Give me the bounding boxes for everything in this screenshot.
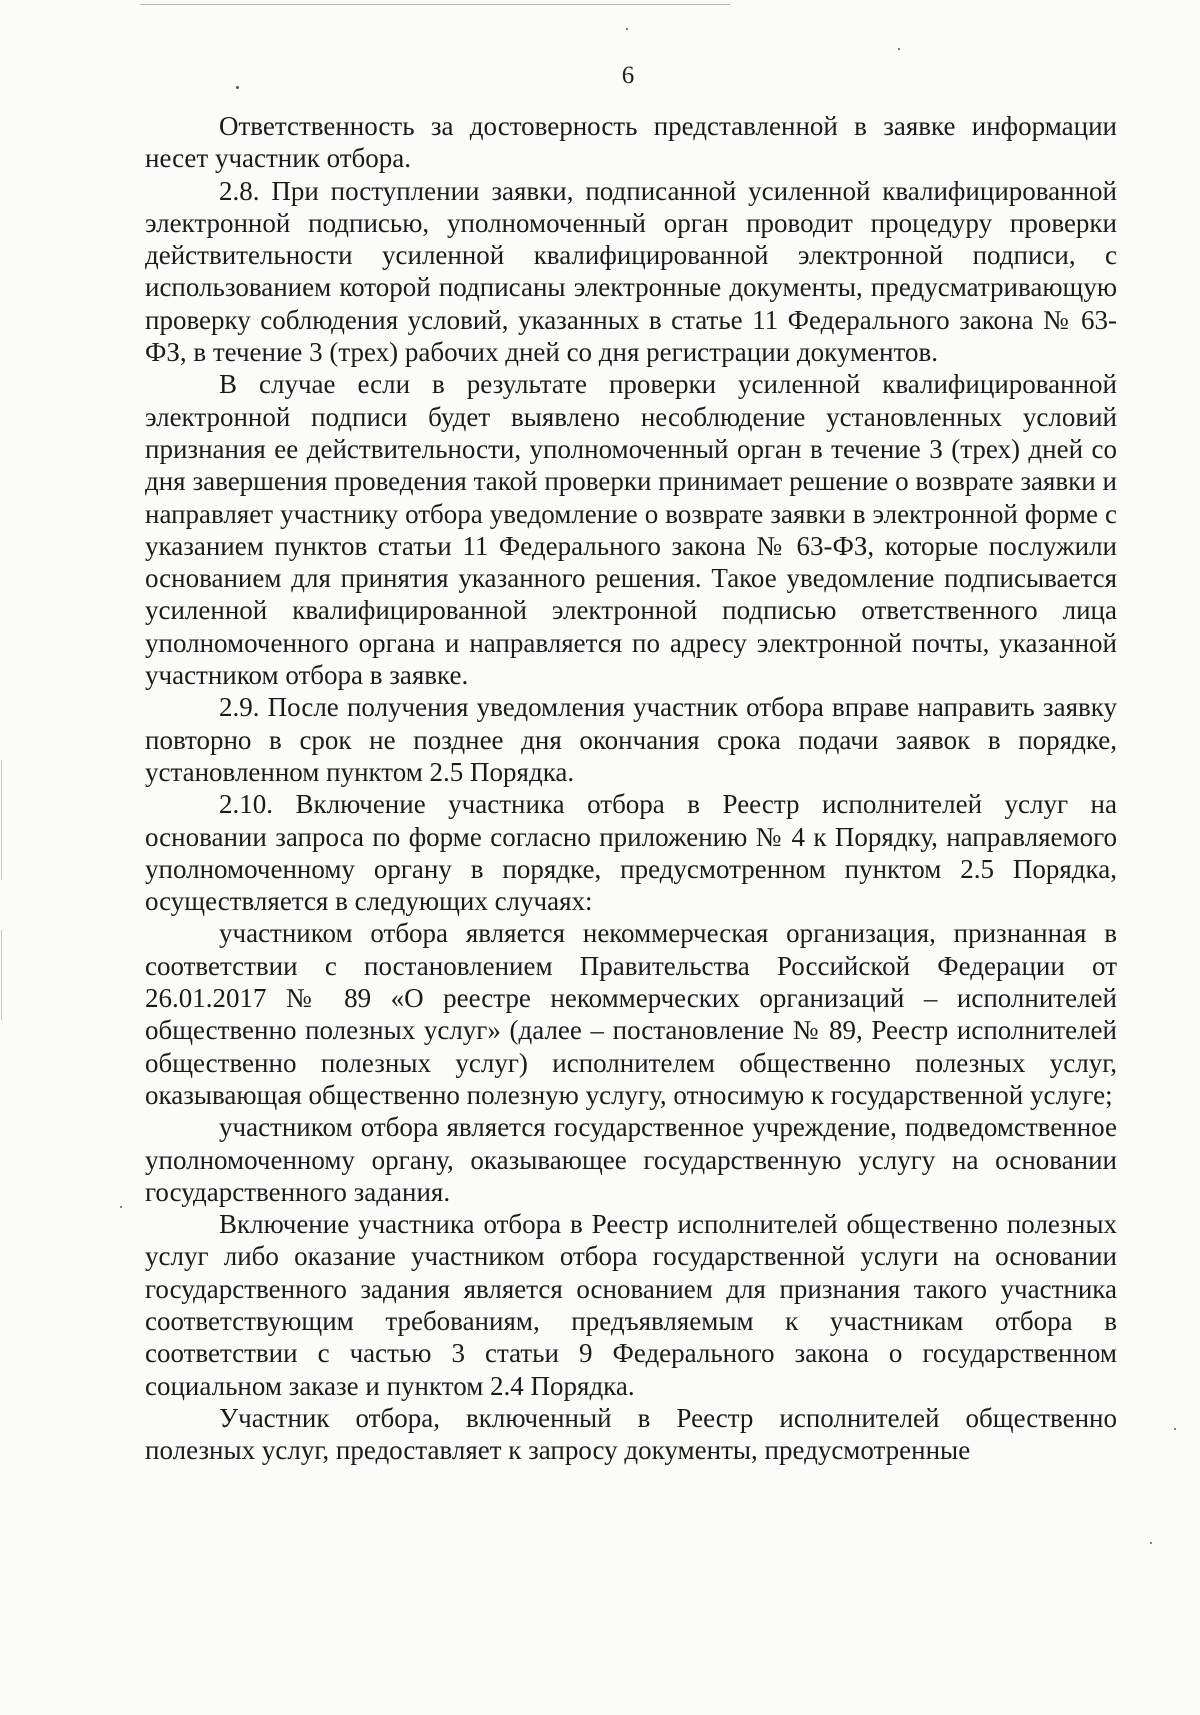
paragraph-case-nonprofit: участником отбора является некоммерческая организация, признанная в соответствии с постановлением Правительства Российской Федерации от 26.01.2017 № 89 «О реестре некоммерческих организаций – исполнителей общественно полезных услуг» (далее – постановление № 89, Реестр исполнителей общественно полезных услуг) исполнителем общественно полезных услуг, оказывающая общественно полезную услугу, относимую к государственной услуге; [145, 918, 1117, 1110]
paragraph-registry-inclusion: Включение участника отбора в Реестр исполнителей общественно полезных услуг либо оказание участником отбора государственной услуги на основании государственного задания является основанием для признания такого участника соответствующим требованиям, предъявляемым к участникам отбора в соответствии с частью 3 статьи 9 Федерального закона о государственном социальном заказе и пунктом 2.4 Порядка. [145, 1209, 1117, 1401]
page-number: 6 [621, 62, 635, 89]
scan-edge-mark [1, 930, 2, 1020]
paragraph-2-8: 2.8. При поступлении заявки, подписанной усиленной квалифицированной электронной подписью, уполномоченный орган проводит процедуру проверки действительности усиленной квалифицированной электронной подписи, с использованием которой подписаны электронные документы, предусматривающую проверку соблюдения условий, указанных в статье 11 Федерального закона № 63-ФЗ, в течение 3 (трех) рабочих дней со дня регистрации документов. [145, 175, 1117, 368]
paragraph-case-state-institution: участником отбора является государственное учреждение, подведомственное уполномоченному органу, оказывающее государственную услугу на основании государственного задания. [145, 1112, 1117, 1207]
paragraph-2-9: 2.9. После получения уведомления участник отбора вправе направить заявку повторно в срок не позднее дня окончания срока подачи заявок в порядке, установленном пунктом 2.5 Порядка. [145, 692, 1117, 787]
document-body [145, 110, 1117, 1466]
paragraph-registry-participant: Участник отбора, включенный в Реестр исполнителей общественно полезных услуг, предоставляет к запросу документы, предусмотренные [145, 1402, 1117, 1466]
scan-speck [1150, 1542, 1152, 1544]
scan-artifact-line [140, 4, 730, 5]
paragraph-responsibility: Ответственность за достоверность представленной в заявке информации несет участник отбора. [145, 111, 1117, 174]
paragraph-signature-check: В случае если в результате проверки усиленной квалифицированной электронной подписи будет выявлено несоблюдение установленных условий признания ее действительности, уполномоченный орган в течение 3 (трех) дней со дня завершения проведения такой проверки принимает решение о возврате заявки и направляет участнику отбора уведомление о возврате заявки в электронной форме с указанием пунктов статьи 11 Федерального закона № 63-ФЗ, которые послужили основанием для принятия указанного решения. Такое уведомление подписывается усиленной квалифицированной электронной подписью ответственного лица уполномоченного органа и направляется по адресу электронной почты, указанной участником отбора в заявке. [145, 369, 1117, 691]
scan-speck [626, 28, 628, 30]
paragraph-2-10: 2.10. Включение участника отбора в Реестр исполнителей услуг на основании запроса по форме согласно приложению № 4 к Порядку, направляемого уполномоченному органу в порядке, предусмотренном пунктом 2.5 Порядка, осуществляется в следующих случаях: [145, 789, 1117, 917]
scan-speck [120, 1206, 122, 1208]
scan-speck [1174, 1428, 1176, 1430]
scan-speck [898, 48, 900, 50]
scan-edge-mark [1, 760, 2, 880]
